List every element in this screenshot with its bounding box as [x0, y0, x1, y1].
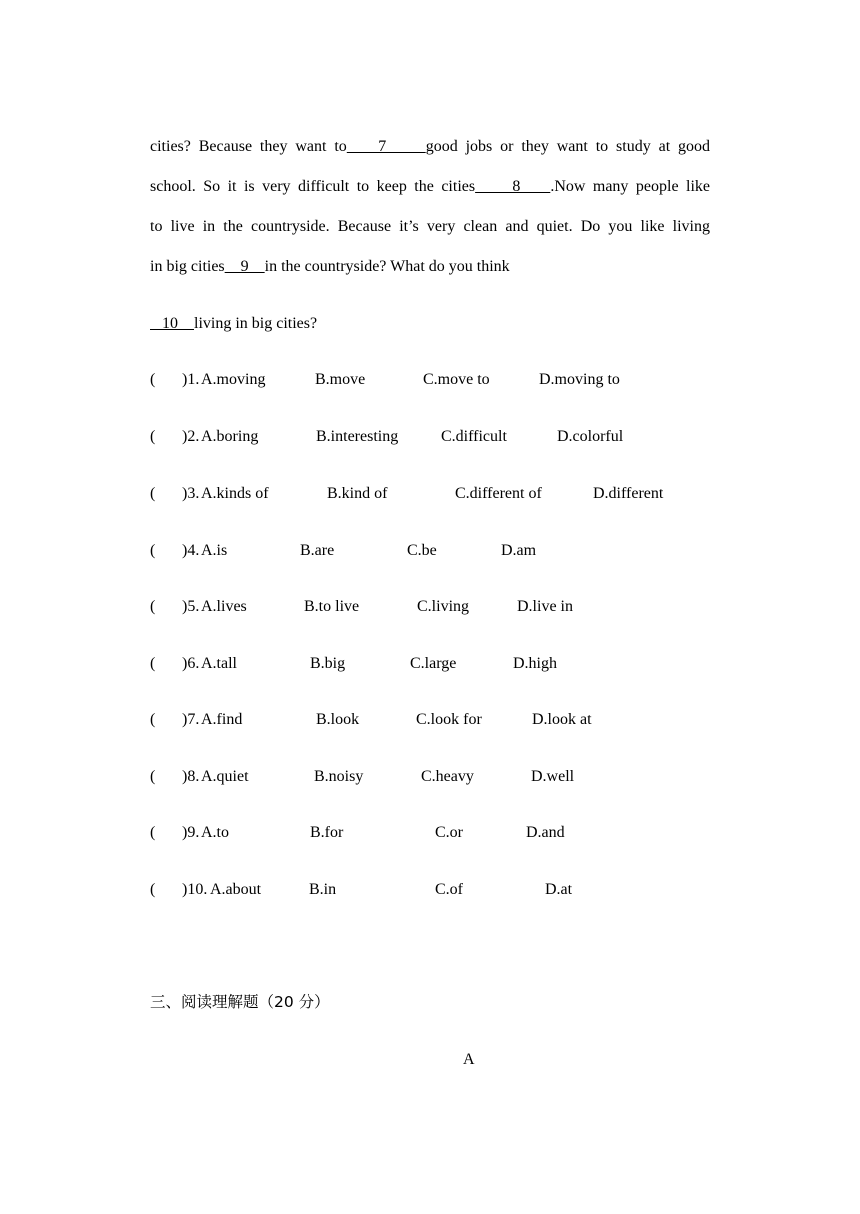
- answer-paren[interactable]: (: [150, 824, 156, 841]
- question-number: )9.: [182, 824, 200, 841]
- option-a: A.find: [201, 711, 243, 728]
- option-b: B.in: [309, 881, 337, 898]
- option-d: D.moving to: [539, 371, 620, 388]
- option-a: A.kinds of: [201, 485, 269, 502]
- question-number: )7.: [182, 711, 200, 728]
- option-a: A.boring: [201, 428, 259, 445]
- option-b: B.kind of: [327, 485, 388, 502]
- blank-9: 9: [224, 258, 265, 275]
- blank-10: 10: [150, 315, 194, 332]
- option-a: A.about: [210, 881, 262, 898]
- question-number: )8.: [182, 768, 200, 785]
- question-row: [0, 654, 860, 674]
- option-b: B.interesting: [316, 428, 399, 445]
- option-b: B.for: [310, 824, 344, 841]
- option-a: A.quiet: [201, 768, 249, 785]
- answer-paren[interactable]: (: [150, 542, 156, 559]
- passage-text: cities? Because they want to: [150, 138, 347, 155]
- option-c: C.different of: [455, 485, 542, 502]
- passage-text: school. So it is very difficult to keep the cities: [150, 178, 476, 195]
- option-c: C.living: [417, 598, 470, 615]
- option-b: B.look: [316, 711, 360, 728]
- question-row: [0, 767, 860, 787]
- question-number: )3.: [182, 485, 200, 502]
- option-b: B.move: [315, 371, 366, 388]
- answer-paren[interactable]: (: [150, 371, 156, 388]
- question-number: )5.: [182, 598, 200, 615]
- option-b: B.noisy: [314, 768, 364, 785]
- question-number: )1.: [182, 371, 200, 388]
- answer-paren[interactable]: (: [150, 711, 156, 728]
- option-a: A.lives: [201, 598, 247, 615]
- option-d: D.look at: [532, 711, 592, 728]
- option-b: B.to live: [304, 598, 360, 615]
- question-row: [0, 370, 860, 390]
- question-number: )10.: [182, 881, 208, 898]
- option-b: B.are: [300, 542, 335, 559]
- answer-paren[interactable]: (: [150, 655, 156, 672]
- question-number: )2.: [182, 428, 200, 445]
- passage-line-5: [150, 314, 710, 334]
- option-a: A.is: [201, 542, 228, 559]
- answer-paren[interactable]: (: [150, 881, 156, 898]
- question-row: [0, 880, 860, 900]
- passage-text: in big cities: [150, 258, 225, 275]
- option-c: C.of: [435, 881, 463, 898]
- option-b: B.big: [310, 655, 346, 672]
- option-a: A.to: [201, 824, 229, 841]
- passage-text: living in big cities?: [194, 315, 318, 332]
- option-c: C.difficult: [441, 428, 507, 445]
- passage-line-4: [150, 257, 710, 277]
- blank-8: 8: [475, 178, 551, 195]
- passage-label: A: [463, 1051, 475, 1068]
- passage-line-3: [150, 217, 710, 237]
- option-d: D.am: [501, 542, 537, 559]
- option-d: D.high: [513, 655, 557, 672]
- option-c: C.or: [435, 824, 463, 841]
- answer-paren[interactable]: (: [150, 485, 156, 502]
- option-c: C.heavy: [421, 768, 474, 785]
- question-row: [0, 597, 860, 617]
- answer-paren[interactable]: (: [150, 768, 156, 785]
- option-d: D.colorful: [557, 428, 624, 445]
- passage-line-2: [150, 177, 710, 197]
- passage-text: .Now many people like: [550, 178, 711, 195]
- answer-paren[interactable]: (: [150, 598, 156, 615]
- question-row: [0, 823, 860, 843]
- option-a: A.moving: [201, 371, 266, 388]
- option-d: D.well: [531, 768, 575, 785]
- passage-line-1: [150, 137, 710, 157]
- question-row: [0, 541, 860, 561]
- question-row: [0, 427, 860, 447]
- option-c: C.be: [407, 542, 437, 559]
- option-d: D.at: [545, 881, 573, 898]
- option-a: A.tall: [201, 655, 237, 672]
- blank-7: 7: [346, 138, 426, 155]
- answer-paren[interactable]: (: [150, 428, 156, 445]
- option-d: D.different: [593, 485, 664, 502]
- question-number: )4.: [182, 542, 200, 559]
- question-number: )6.: [182, 655, 200, 672]
- option-c: C.move to: [423, 371, 490, 388]
- option-d: D.and: [526, 824, 565, 841]
- section-heading: 三、阅读理解题（20 分）: [150, 993, 330, 1011]
- passage-text: good jobs or they want to study at good: [425, 138, 711, 155]
- question-row: [0, 710, 860, 730]
- option-c: C.look for: [416, 711, 482, 728]
- question-row: [0, 484, 860, 504]
- option-c: C.large: [410, 655, 457, 672]
- passage-text: in the countryside? What do you think: [264, 258, 510, 275]
- passage-text: to live in the countryside. Because it’s very clean and quiet. Do you like living: [150, 218, 710, 235]
- option-d: D.live in: [517, 598, 573, 615]
